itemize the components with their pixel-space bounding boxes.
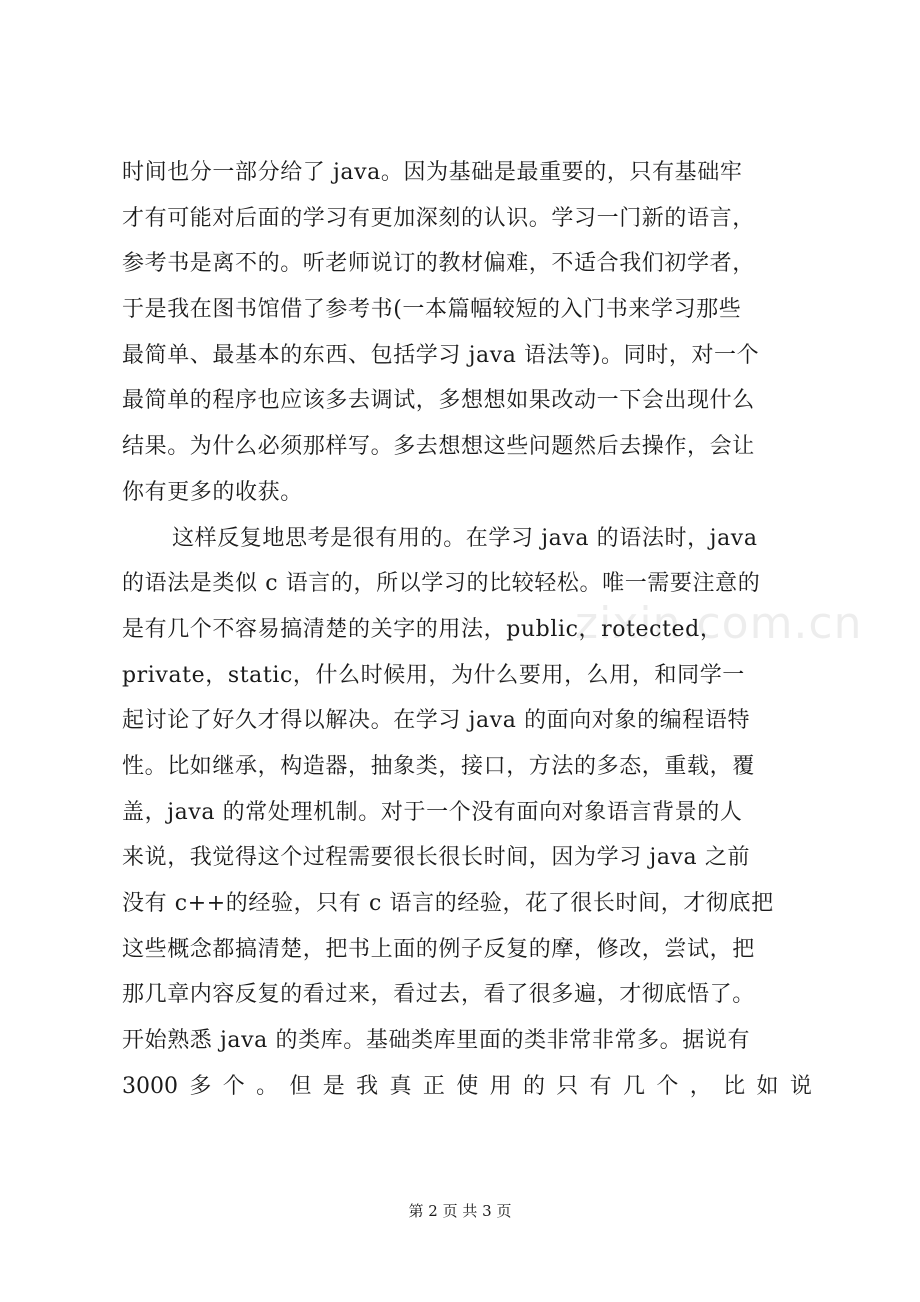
text-token: ， <box>689 1073 712 1099</box>
text-line: 盖，java 的常处理机制。对于一个没有面向对象语言背景的人 <box>122 799 743 825</box>
page-footer: 第 2 页 共 3 页 <box>408 1202 512 1220</box>
text-line: 性。比如继承，构造器，抽象类，接口，方法的多态，重载，覆 <box>122 753 755 779</box>
text-token: 几 <box>623 1073 646 1099</box>
text-line: 来说，我觉得这个过程需要很长很长时间，因为学习 java 之前 <box>122 845 751 871</box>
text-token: 个 <box>222 1073 245 1099</box>
text-line: 起讨论了好久才得以解决。在学习 java 的面向对象的编程语特 <box>122 708 751 734</box>
text-line: 你有更多的收获。 <box>122 479 303 505</box>
text-token: 个 <box>656 1073 679 1099</box>
text-token: 如 <box>756 1073 779 1099</box>
text-line: 参考书是离不的。听老师说订的教材偏难，不适合我们初学者， <box>122 251 755 277</box>
text-line: private，static，什么时候用，为什么要用，么用，和同学一 <box>122 662 745 688</box>
body-text <box>122 150 812 1109</box>
text-line: 这些概念都搞清楚，把书上面的例子反复的摩，修改，尝试，把 <box>122 936 755 962</box>
text-line: 时间也分一部分给了 java。因为基础是最重要的，只有基础牢 <box>122 160 743 185</box>
text-token: 。 <box>256 1073 279 1099</box>
text-line: 的语法是类似 c 语言的，所以学习的比较轻松。唯一需要注意的 <box>122 571 761 597</box>
text-line: 没有 c++的经验，只有 c 语言的经验，花了很长时间，才彻底把 <box>122 891 774 916</box>
text-line: 于是我在图书馆借了参考书(一本篇幅较短的入门书来学习那些 <box>122 297 742 323</box>
watermark-text: zixin.com.cn <box>575 598 863 649</box>
text-line: 最简单的程序也应该多去调试，多想想如果改动一下会出现什么 <box>122 388 755 414</box>
text-line: 结果。为什么必须那样写。多去想想这些问题然后去操作，会让 <box>122 434 755 460</box>
text-line: 开始熟悉 java 的类库。基础类库里面的类非常非常多。据说有 <box>122 1028 751 1054</box>
text-token: 比 <box>723 1073 746 1099</box>
text-token: 多 <box>189 1073 212 1099</box>
text-line-justified <box>122 1064 812 1110</box>
text-token: 正 <box>422 1073 445 1099</box>
text-line-paragraph-start: 这样反复地思考是很有用的。在学习 java 的语法时，java <box>172 525 758 551</box>
text-line: 是有几个不容易搞清楚的关字的用法，public，rotected， <box>122 616 723 642</box>
text-line: 最简单、最基本的东西、包括学习 java 语法等)。同时，对一个 <box>122 342 760 368</box>
text-token: 只 <box>556 1073 579 1099</box>
text-token: 的 <box>522 1073 545 1099</box>
text-token: 真 <box>389 1073 412 1099</box>
text-token: 是 <box>322 1073 345 1099</box>
text-token: 3000 <box>122 1073 178 1099</box>
text-token: 有 <box>589 1073 612 1099</box>
text-token: 我 <box>356 1073 379 1099</box>
text-token: 但 <box>289 1073 312 1099</box>
text-line: 才有可能对后面的学习有更加深刻的认识。学习一门新的语言， <box>122 205 755 231</box>
text-token: 说 <box>789 1073 812 1099</box>
text-token: 用 <box>489 1073 512 1099</box>
text-token: 使 <box>456 1073 479 1099</box>
text-line: 那几章内容反复的看过来，看过去，看了很多遍，才彻底悟了。 <box>122 982 755 1008</box>
